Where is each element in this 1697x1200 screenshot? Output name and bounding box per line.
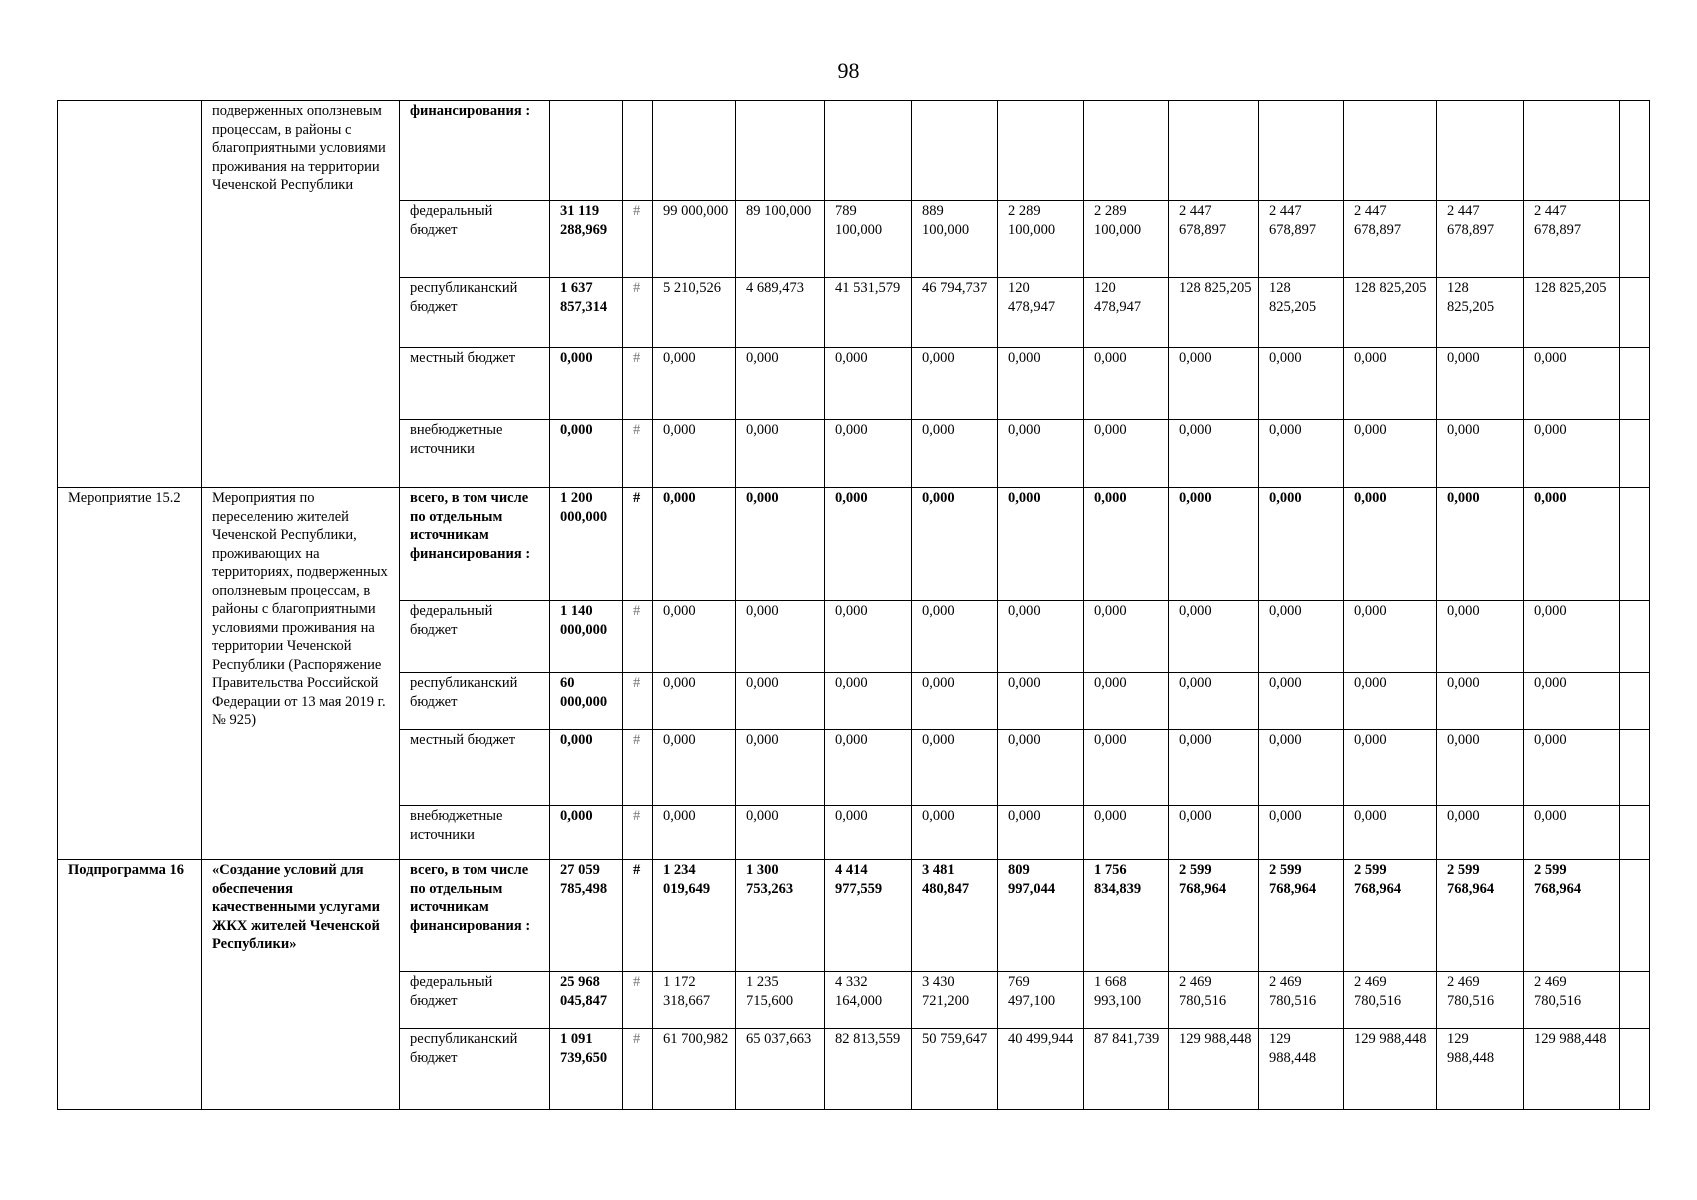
year-value-cell: 0,000	[1084, 601, 1169, 673]
year-value-cell: 0,000	[653, 806, 736, 860]
year-value-cell: 889 100,000	[912, 201, 998, 278]
year-value-cell: 0,000	[1437, 673, 1524, 730]
year-value-cell: 2 289 100,000	[998, 201, 1084, 278]
year-value-cell: 87 841,739	[1084, 1029, 1169, 1110]
year-value-cell: 2 469 780,516	[1344, 972, 1437, 1029]
year-value-cell: 40 499,944	[998, 1029, 1084, 1110]
year-value-cell: 0,000	[1169, 730, 1259, 806]
year-value-cell: 128 825,205	[1524, 278, 1620, 348]
year-value-cell: 0,000	[1524, 806, 1620, 860]
program-code-cell: Подпрограмма 16	[58, 860, 202, 1110]
year-value-cell: 5 210,526	[653, 278, 736, 348]
year-value-cell: 2 469 780,516	[1169, 972, 1259, 1029]
year-value-cell: 0,000	[998, 806, 1084, 860]
year-value-cell: 0,000	[998, 488, 1084, 601]
year-value-cell: 129 988,448	[1524, 1029, 1620, 1110]
year-value-cell: 0,000	[1259, 673, 1344, 730]
year-value-cell: 0,000	[1437, 806, 1524, 860]
year-value-cell: 0,000	[1437, 420, 1524, 488]
year-value-cell: 1 235 715,600	[736, 972, 825, 1029]
funding-source-cell: внебюджетные источники	[400, 420, 550, 488]
total-cell: 60 000,000	[550, 673, 623, 730]
year-value-cell: 0,000	[1259, 420, 1344, 488]
year-value-cell: 0,000	[1259, 806, 1344, 860]
year-value-cell: 1 172 318,667	[653, 972, 736, 1029]
year-value-cell: 128 825,205	[1437, 278, 1524, 348]
year-value-cell: 2 599 768,964	[1169, 860, 1259, 972]
year-value-cell: 0,000	[736, 601, 825, 673]
funding-source-cell: местный бюджет	[400, 348, 550, 420]
year-value-cell: 1 668 993,100	[1084, 972, 1169, 1029]
year-value-cell: 0,000	[1524, 420, 1620, 488]
year-value-cell: 0,000	[1524, 730, 1620, 806]
year-value-cell: 0,000	[1524, 601, 1620, 673]
year-value-cell	[736, 101, 825, 201]
year-value-cell: 0,000	[1344, 348, 1437, 420]
year-value-cell: 50 759,647	[912, 1029, 998, 1110]
financing-table	[57, 100, 1650, 1110]
year-value-cell: 0,000	[912, 420, 998, 488]
year-value-cell: 0,000	[1169, 601, 1259, 673]
empty-cell	[1620, 730, 1650, 806]
total-cell: 1 200 000,000	[550, 488, 623, 601]
funding-source-cell: федеральный бюджет	[400, 972, 550, 1029]
empty-cell	[1620, 806, 1650, 860]
year-value-cell: 0,000	[1437, 488, 1524, 601]
year-value-cell	[1344, 101, 1437, 201]
hash-cell: #	[623, 1029, 653, 1110]
funding-source-cell: федеральный бюджет	[400, 201, 550, 278]
year-value-cell: 120 478,947	[998, 278, 1084, 348]
year-value-cell: 2 447 678,897	[1344, 201, 1437, 278]
hash-cell: #	[623, 601, 653, 673]
year-value-cell: 0,000	[912, 673, 998, 730]
total-cell: 0,000	[550, 730, 623, 806]
program-description-cell: подверженных оползневым процессам, в районы с благоприятными условиями проживания на территории Чеченской Республики	[202, 101, 400, 488]
year-value-cell: 0,000	[1259, 601, 1344, 673]
year-value-cell: 0,000	[653, 348, 736, 420]
year-value-cell: 2 469 780,516	[1437, 972, 1524, 1029]
hash-cell	[623, 101, 653, 201]
year-value-cell: 0,000	[1259, 488, 1344, 601]
total-cell: 27 059 785,498	[550, 860, 623, 972]
empty-cell	[1620, 101, 1650, 201]
page-number: 98	[837, 58, 860, 83]
year-value-cell: 0,000	[912, 730, 998, 806]
year-value-cell: 0,000	[1084, 488, 1169, 601]
year-value-cell: 99 000,000	[653, 201, 736, 278]
total-cell: 31 119 288,969	[550, 201, 623, 278]
year-value-cell: 0,000	[736, 420, 825, 488]
empty-cell	[1620, 278, 1650, 348]
year-value-cell: 0,000	[825, 488, 912, 601]
program-description-cell: «Создание условий для обеспечения качественными услугами ЖКХ жителей Чеченской Республики»	[202, 860, 400, 1110]
year-value-cell: 0,000	[1169, 420, 1259, 488]
funding-source-cell: всего, в том числе по отдельным источникам финансирования :	[400, 860, 550, 972]
year-value-cell: 0,000	[1437, 601, 1524, 673]
year-value-cell: 4 414 977,559	[825, 860, 912, 972]
year-value-cell: 0,000	[736, 488, 825, 601]
year-value-cell: 89 100,000	[736, 201, 825, 278]
total-cell: 0,000	[550, 420, 623, 488]
year-value-cell	[1084, 101, 1169, 201]
empty-cell	[1620, 673, 1650, 730]
total-cell: 25 968 045,847	[550, 972, 623, 1029]
year-value-cell: 0,000	[825, 673, 912, 730]
year-value-cell: 0,000	[998, 730, 1084, 806]
year-value-cell: 0,000	[998, 348, 1084, 420]
total-cell: 0,000	[550, 806, 623, 860]
year-value-cell: 0,000	[1084, 348, 1169, 420]
year-value-cell: 129 988,448	[1259, 1029, 1344, 1110]
total-cell: 1 637 857,314	[550, 278, 623, 348]
year-value-cell: 128 825,205	[1344, 278, 1437, 348]
program-code-cell	[58, 101, 202, 488]
year-value-cell: 65 037,663	[736, 1029, 825, 1110]
total-cell: 1 140 000,000	[550, 601, 623, 673]
funding-source-cell: всего, в том числе по отдельным источникам финансирования :	[400, 488, 550, 601]
year-value-cell: 0,000	[736, 673, 825, 730]
year-value-cell: 129 988,448	[1344, 1029, 1437, 1110]
year-value-cell: 0,000	[912, 806, 998, 860]
funding-source-cell: финансирования :	[400, 101, 550, 201]
year-value-cell: 1 300 753,263	[736, 860, 825, 972]
hash-cell: #	[623, 673, 653, 730]
year-value-cell: 0,000	[1437, 348, 1524, 420]
year-value-cell: 0,000	[912, 488, 998, 601]
year-value-cell: 2 599 768,964	[1344, 860, 1437, 972]
year-value-cell	[1259, 101, 1344, 201]
empty-cell	[1620, 488, 1650, 601]
funding-source-cell: республиканский бюджет	[400, 673, 550, 730]
year-value-cell: 0,000	[1169, 806, 1259, 860]
year-value-cell: 0,000	[998, 420, 1084, 488]
hash-cell: #	[623, 730, 653, 806]
funding-source-cell: внебюджетные источники	[400, 806, 550, 860]
year-value-cell: 0,000	[825, 348, 912, 420]
year-value-cell: 0,000	[653, 488, 736, 601]
empty-cell	[1620, 348, 1650, 420]
year-value-cell: 2 599 768,964	[1259, 860, 1344, 972]
year-value-cell	[912, 101, 998, 201]
year-value-cell: 0,000	[1169, 673, 1259, 730]
year-value-cell: 0,000	[1344, 601, 1437, 673]
year-value-cell: 0,000	[1344, 806, 1437, 860]
empty-cell	[1620, 860, 1650, 972]
year-value-cell: 128 825,205	[1169, 278, 1259, 348]
year-value-cell: 61 700,982	[653, 1029, 736, 1110]
empty-cell	[1620, 601, 1650, 673]
year-value-cell: 82 813,559	[825, 1029, 912, 1110]
hash-cell: #	[623, 972, 653, 1029]
year-value-cell: 0,000	[1169, 488, 1259, 601]
year-value-cell	[825, 101, 912, 201]
year-value-cell: 0,000	[1259, 730, 1344, 806]
year-value-cell: 129 988,448	[1169, 1029, 1259, 1110]
total-cell: 1 091 739,650	[550, 1029, 623, 1110]
year-value-cell: 0,000	[653, 420, 736, 488]
hash-cell: #	[623, 860, 653, 972]
year-value-cell: 0,000	[1169, 348, 1259, 420]
year-value-cell: 2 469 780,516	[1524, 972, 1620, 1029]
year-value-cell: 0,000	[912, 348, 998, 420]
hash-cell: #	[623, 488, 653, 601]
year-value-cell: 0,000	[825, 420, 912, 488]
empty-cell	[1620, 201, 1650, 278]
year-value-cell: 2 447 678,897	[1259, 201, 1344, 278]
year-value-cell: 3 481 480,847	[912, 860, 998, 972]
year-value-cell	[998, 101, 1084, 201]
hash-cell: #	[623, 278, 653, 348]
year-value-cell: 3 430 721,200	[912, 972, 998, 1029]
year-value-cell: 789 100,000	[825, 201, 912, 278]
funding-source-cell: республиканский бюджет	[400, 278, 550, 348]
hash-cell: #	[623, 348, 653, 420]
total-cell: 0,000	[550, 348, 623, 420]
table-row	[58, 860, 1650, 972]
year-value-cell: 0,000	[1084, 420, 1169, 488]
year-value-cell: 0,000	[736, 730, 825, 806]
year-value-cell: 2 599 768,964	[1524, 860, 1620, 972]
year-value-cell: 4 332 164,000	[825, 972, 912, 1029]
year-value-cell: 809 997,044	[998, 860, 1084, 972]
year-value-cell: 0,000	[1437, 730, 1524, 806]
funding-source-cell: республиканский бюджет	[400, 1029, 550, 1110]
funding-source-cell: федеральный бюджет	[400, 601, 550, 673]
hash-cell: #	[623, 201, 653, 278]
year-value-cell: 0,000	[998, 601, 1084, 673]
year-value-cell: 0,000	[653, 673, 736, 730]
year-value-cell: 0,000	[1084, 730, 1169, 806]
program-code-cell: Мероприятие 15.2	[58, 488, 202, 860]
year-value-cell: 2 447 678,897	[1437, 201, 1524, 278]
year-value-cell: 1 756 834,839	[1084, 860, 1169, 972]
program-description-cell: Мероприятия по переселению жителей Чеченской Республики, проживающих на территориях, подверженных оползневым процессам, в районы с благоприятными условиями проживания на территории Чеченской Республики (Распоряжение Правительства Российской Федерации от 13 мая 2019 г. № 925)	[202, 488, 400, 860]
year-value-cell: 0,000	[1344, 730, 1437, 806]
year-value-cell: 2 447 678,897	[1169, 201, 1259, 278]
year-value-cell: 120 478,947	[1084, 278, 1169, 348]
year-value-cell: 129 988,448	[1437, 1029, 1524, 1110]
year-value-cell: 0,000	[736, 348, 825, 420]
empty-cell	[1620, 972, 1650, 1029]
hash-cell: #	[623, 420, 653, 488]
year-value-cell: 0,000	[825, 730, 912, 806]
total-cell	[550, 101, 623, 201]
year-value-cell: 0,000	[1524, 673, 1620, 730]
year-value-cell: 0,000	[1344, 673, 1437, 730]
year-value-cell: 0,000	[1259, 348, 1344, 420]
year-value-cell: 0,000	[653, 730, 736, 806]
year-value-cell: 2 599 768,964	[1437, 860, 1524, 972]
year-value-cell: 0,000	[1344, 420, 1437, 488]
year-value-cell	[1524, 101, 1620, 201]
year-value-cell	[653, 101, 736, 201]
year-value-cell: 0,000	[653, 601, 736, 673]
empty-cell	[1620, 1029, 1650, 1110]
year-value-cell: 41 531,579	[825, 278, 912, 348]
year-value-cell: 128 825,205	[1259, 278, 1344, 348]
year-value-cell: 0,000	[825, 806, 912, 860]
empty-cell	[1620, 420, 1650, 488]
year-value-cell: 0,000	[1524, 488, 1620, 601]
year-value-cell: 46 794,737	[912, 278, 998, 348]
year-value-cell: 0,000	[1084, 673, 1169, 730]
table-row	[58, 488, 1650, 601]
year-value-cell: 0,000	[1344, 488, 1437, 601]
year-value-cell: 769 497,100	[998, 972, 1084, 1029]
year-value-cell: 0,000	[825, 601, 912, 673]
year-value-cell: 2 469 780,516	[1259, 972, 1344, 1029]
year-value-cell	[1437, 101, 1524, 201]
year-value-cell: 0,000	[998, 673, 1084, 730]
hash-cell: #	[623, 806, 653, 860]
year-value-cell	[1169, 101, 1259, 201]
year-value-cell: 1 234 019,649	[653, 860, 736, 972]
year-value-cell: 2 447 678,897	[1524, 201, 1620, 278]
year-value-cell: 0,000	[1524, 348, 1620, 420]
table-row	[58, 101, 1650, 201]
year-value-cell: 0,000	[736, 806, 825, 860]
year-value-cell: 0,000	[912, 601, 998, 673]
year-value-cell: 2 289 100,000	[1084, 201, 1169, 278]
funding-source-cell: местный бюджет	[400, 730, 550, 806]
year-value-cell: 4 689,473	[736, 278, 825, 348]
year-value-cell: 0,000	[1084, 806, 1169, 860]
